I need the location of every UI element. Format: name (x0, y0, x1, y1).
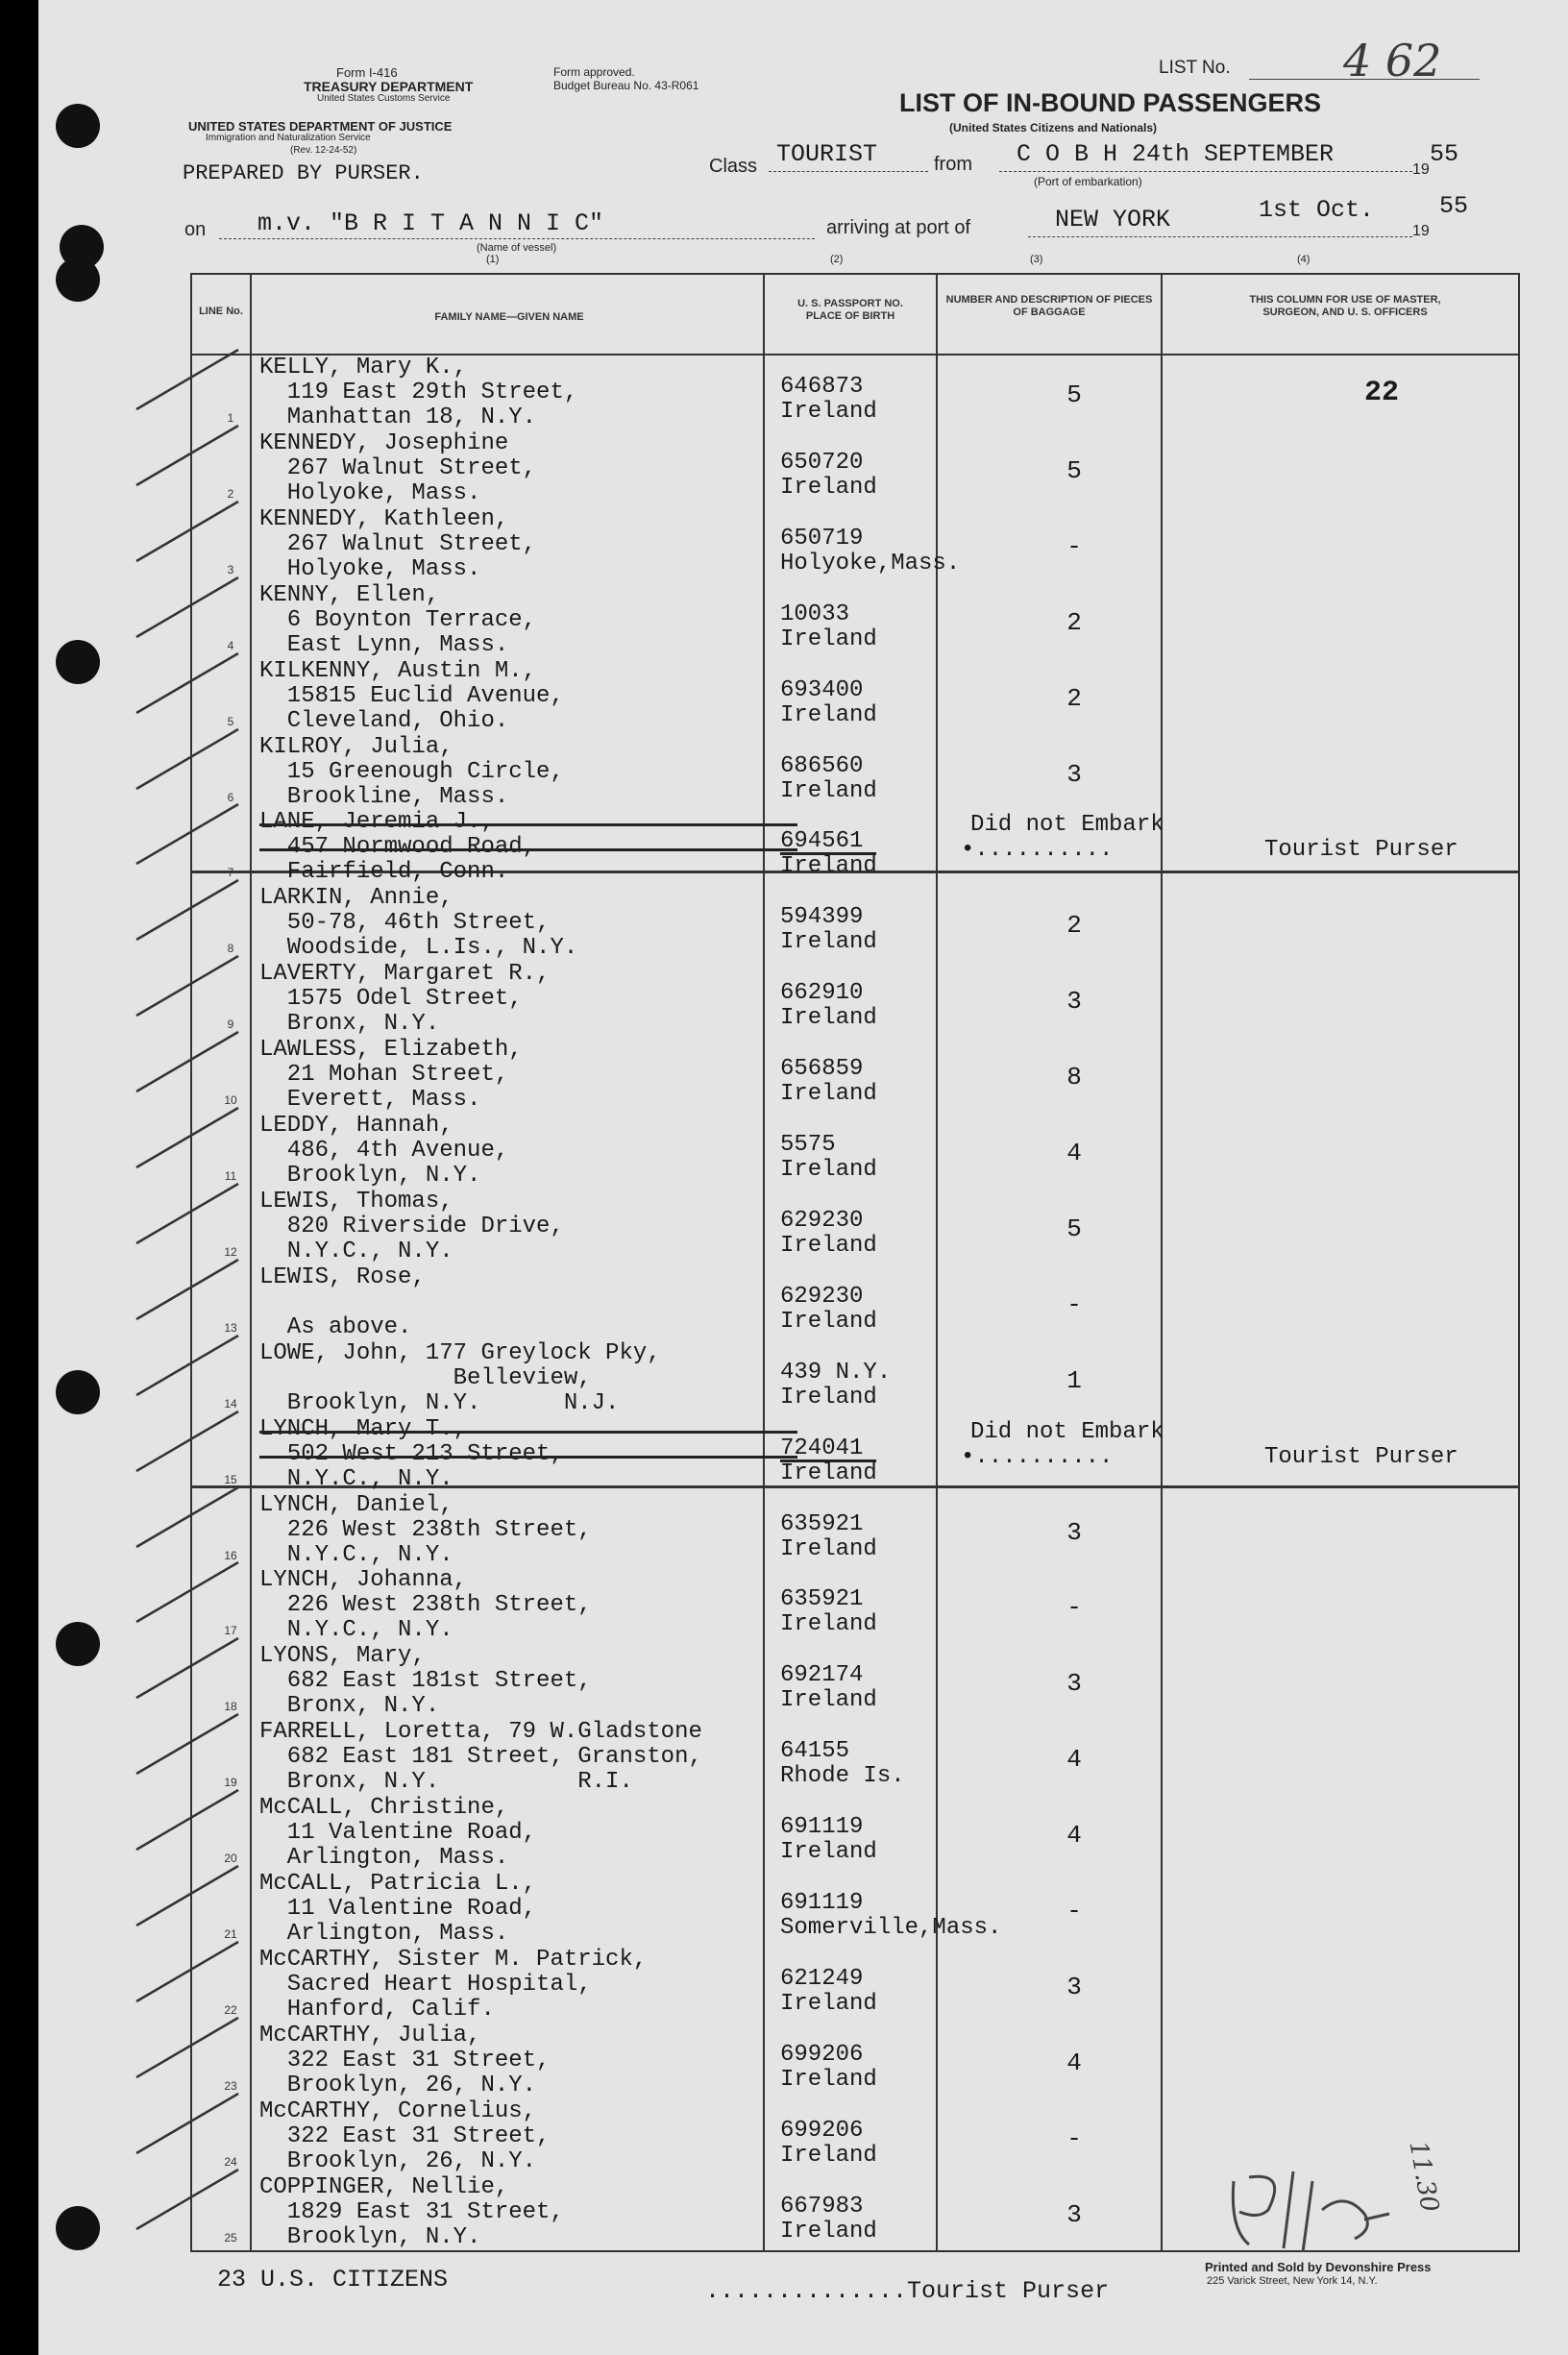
customs-service: United States Customs Service (317, 93, 451, 104)
line-number: 25 (224, 2230, 237, 2245)
passport-birthplace: 635921 Ireland (780, 1586, 877, 1638)
checkmark-icon (135, 650, 240, 717)
table-row (192, 431, 1518, 507)
passenger-name-address: LAVERTY, Margaret R., 1575 Odel Street, Bronx, N.Y. (259, 961, 551, 1038)
passenger-name-address: LYNCH, Daniel, 226 West 238th Street, N.Y.C., N.Y. (259, 1491, 592, 1568)
checkmark-icon (135, 1484, 240, 1551)
passport-birthplace: 650720 Ireland (780, 449, 877, 501)
footer-purser: ..............Tourist Purser (705, 2277, 1110, 2305)
vessel-name: m.v. "B R I T A N N I C" (257, 209, 604, 237)
printer-line-2: 225 Varick Street, New York 14, N.Y. (1207, 2275, 1378, 2287)
baggage-count: 2 (1066, 607, 1082, 637)
checkmark-icon (135, 1332, 240, 1399)
form-number: Form I-416 (336, 65, 398, 80)
table-row (192, 1341, 1518, 1417)
baggage-count: - (1066, 1593, 1082, 1623)
checkmark-icon (135, 876, 240, 944)
passport-birthplace: 662910 Ireland (780, 980, 877, 1032)
purser-note: Tourist Purser (1264, 1443, 1458, 1470)
checkmark-icon (135, 1028, 240, 1095)
passenger-name-address: COPPINGER, Nellie, 1829 East 31 Street, Brooklyn, N.Y. (259, 2173, 564, 2250)
line-number: 4 (227, 638, 234, 652)
checkmark-icon (135, 800, 240, 868)
from-label: from (934, 154, 972, 175)
checkmark-icon (135, 1180, 240, 1247)
baggage-count: - (1066, 531, 1082, 561)
table-row (192, 886, 1518, 962)
header-officers: THIS COLUMN FOR USE OF MASTER, SURGEON, AND U. S. OFFICERS (1249, 294, 1441, 318)
binder-hole (56, 1370, 100, 1414)
passenger-name-address: LYNCH, Mary T., 502 West 213 Street, N.Y.C., N.Y. (259, 1415, 564, 1492)
baggage-count: 3 (1066, 987, 1082, 1017)
arrival-year: 55 (1439, 192, 1469, 220)
class-label: Class (709, 156, 758, 177)
passenger-name-address: McCALL, Patricia L., 11 Valentine Road, Arlington, Mass. (259, 1871, 537, 1947)
document-title: LIST OF IN-BOUND PASSENGERS (899, 88, 1322, 117)
passport-birthplace: 621249 Ireland (780, 1965, 877, 2017)
table-row (192, 962, 1518, 1038)
col-2-label: (2) (830, 254, 844, 265)
department-of-justice: UNITED STATES DEPARTMENT OF JUSTICE (188, 119, 453, 134)
checkmark-icon (135, 574, 240, 641)
checkmark-icon (135, 1862, 240, 1929)
line-number: 14 (224, 1396, 237, 1411)
list-no-underline (1249, 79, 1480, 80)
passenger-name-address: LARKIN, Annie, 50-78, 46th Street, Woodside, L.Is., N.Y. (259, 885, 578, 962)
arrival-date: 1st Oct. (1259, 196, 1375, 224)
line-number: 13 (224, 1320, 237, 1335)
baggage-count: 3 (1066, 1972, 1082, 2001)
col-1-label: (1) (486, 254, 500, 265)
line-number: 9 (227, 1018, 234, 1032)
binder-hole (56, 2206, 100, 2250)
table-row (192, 1568, 1518, 1644)
printer-line-1: Printed and Sold by Devonshire Press (1205, 2260, 1432, 2274)
binder-hole (56, 258, 100, 302)
baggage-count: 3 (1066, 2199, 1082, 2229)
baggage-count: 3 (1066, 1517, 1082, 1547)
line-number: 21 (224, 1927, 237, 1941)
treasury-department: TREASURY DEPARTMENT (304, 79, 474, 94)
line-number: 23 (224, 2078, 237, 2093)
table-row (192, 1114, 1518, 1190)
form-approved: Form approved. (553, 65, 635, 79)
passport-birthplace: 646873 Ireland (780, 374, 877, 425)
line-number: 2 (227, 486, 234, 501)
embark-port-date: C O B H 24th SEPTEMBER (1017, 140, 1335, 168)
dot-leader: •.......... (961, 1443, 1114, 1470)
checkmark-icon (135, 952, 240, 1019)
table-row (192, 1948, 1518, 2024)
budget-bureau: Budget Bureau No. 43-R061 (553, 79, 699, 92)
line-number: 20 (224, 1852, 237, 1866)
checkmark-icon (135, 2014, 240, 2081)
baggage-count: 2 (1066, 683, 1082, 713)
table-row (192, 507, 1518, 583)
table-row (192, 735, 1518, 811)
checkmark-icon (135, 1710, 240, 1778)
passenger-name-address: McCALL, Christine, 11 Valentine Road, Arlington, Mass. (259, 1795, 537, 1872)
passenger-name-address: KILKENNY, Austin M., 15815 Euclid Avenue, Cleveland, Ohio. (259, 657, 564, 734)
strike-line (259, 848, 797, 851)
col-4-label: (4) (1297, 254, 1311, 265)
strike-line (259, 823, 797, 826)
arrival-underline (1028, 236, 1412, 237)
checkmark-icon (135, 1408, 240, 1475)
checkmark-icon (135, 1938, 240, 2005)
line-number: 19 (224, 1776, 237, 1790)
passenger-name-address: LOWE, John, 177 Greylock Pky, Belleview, Brooklyn, N.Y. N.J. (259, 1339, 661, 1416)
strike-line (259, 1456, 797, 1459)
line-number: 16 (224, 1548, 237, 1562)
purser-note: Tourist Purser (1264, 837, 1458, 864)
dot-leader: •.......... (961, 837, 1114, 864)
passenger-name-address: McCARTHY, Julia, 322 East 31 Street, Brooklyn, 26, N.Y. (259, 2022, 551, 2098)
baggage-count: 1 (1066, 1365, 1082, 1395)
checkmark-icon (135, 1786, 240, 1853)
line-number: 5 (227, 714, 234, 728)
passenger-name-address: KENNY, Ellen, 6 Boynton Terrace, East Lynn, Mass. (259, 581, 537, 658)
revision-date: (Rev. 12-24-52) (290, 145, 357, 156)
passenger-name-address: FARRELL, Loretta, 79 W.Gladstone 682 East 181 Street, Granston, Bronx, N.Y. R.I. (259, 1719, 702, 1796)
did-not-embark: Did not Embark (970, 812, 1164, 839)
baggage-count: - (1066, 2123, 1082, 2153)
baggage-count: 3 (1066, 759, 1082, 789)
line-number: 6 (227, 790, 234, 804)
passenger-name-address: LEDDY, Hannah, 486, 4th Avenue, Brooklyn, N.Y. (259, 1113, 509, 1189)
checkmark-icon (135, 346, 240, 413)
passenger-name-address: McCARTHY, Cornelius, 322 East 31 Street, Brooklyn, 26, N.Y. (259, 2097, 551, 2174)
passport-birthplace: 694561 Ireland (780, 828, 877, 880)
passport-birthplace: 724041 Ireland (780, 1435, 877, 1486)
baggage-count: 4 (1066, 1821, 1082, 1851)
passenger-name-address: LEWIS, Rose, As above. (259, 1263, 426, 1340)
header-passport: U. S. PASSPORT NO. PLACE OF BIRTH (797, 298, 903, 322)
class-value: TOURIST (776, 140, 878, 168)
binder-hole (56, 1622, 100, 1666)
vessel-underline (219, 238, 815, 239)
strike-line (780, 852, 876, 855)
port-embarkation-label: (Port of embarkation) (1034, 175, 1142, 188)
line-number: 22 (224, 2002, 237, 2017)
passport-birthplace: 699206 Ireland (780, 2117, 877, 2169)
passenger-name-address: LYONS, Mary, 682 East 181st Street, Bronx, N.Y. (259, 1643, 592, 1720)
line-number: 3 (227, 562, 234, 576)
baggage-count: 4 (1066, 2048, 1082, 2077)
passenger-name-address: KENNEDY, Josephine 267 Walnut Street, Holyoke, Mass. (259, 429, 537, 506)
from-underline (999, 171, 1412, 172)
passport-birthplace: 64155 Rhode Is. (780, 1738, 905, 1790)
baggage-count: 5 (1066, 380, 1082, 409)
line-number: 1 (227, 411, 234, 425)
table-row (192, 1720, 1518, 1796)
checkmark-icon (135, 1634, 240, 1702)
col-3-label: (3) (1030, 254, 1043, 265)
list-number: 4 62 (1343, 35, 1442, 86)
baggage-count: 5 (1066, 1214, 1082, 1243)
class-underline (769, 171, 928, 172)
table-row (192, 1796, 1518, 1872)
baggage-count: 4 (1066, 1139, 1082, 1167)
line-number: 8 (227, 942, 234, 956)
arrival-port: NEW YORK (1055, 206, 1171, 233)
baggage-count: 3 (1066, 1669, 1082, 1699)
strike-line (780, 1460, 876, 1462)
prepared-by: PREPARED BY PURSER. (183, 161, 424, 185)
arrival-year-prefix: 19 (1412, 223, 1430, 239)
checkmark-icon (135, 422, 240, 489)
table-row (192, 1872, 1518, 1948)
line-number: 18 (224, 1700, 237, 1714)
line-number: 10 (224, 1093, 237, 1108)
line-number: 24 (224, 2154, 237, 2169)
list-no-label: LIST No. (1159, 58, 1231, 78)
table-row (192, 2024, 1518, 2099)
line-number: 7 (227, 866, 234, 880)
passport-birthplace: 594399 Ireland (780, 904, 877, 956)
from-year: 55 (1430, 140, 1459, 168)
baggage-count: - (1066, 1897, 1082, 1926)
passport-birthplace: 656859 Ireland (780, 1056, 877, 1108)
baggage-count: 5 (1066, 455, 1082, 485)
passenger-name-address: LAWLESS, Elizabeth, 21 Mohan Street, Everett, Mass. (259, 1037, 523, 1114)
table-row (192, 1038, 1518, 1114)
passport-birthplace: 693400 Ireland (780, 676, 877, 728)
table-row (192, 1190, 1518, 1265)
line-number: 12 (224, 1244, 237, 1259)
inspector-signature-icon (1220, 2152, 1412, 2258)
passport-birthplace: 692174 Ireland (780, 1662, 877, 1714)
line-number: 11 (224, 1169, 237, 1183)
line-number: 15 (224, 1472, 237, 1486)
table-row (192, 356, 1518, 431)
table-row (192, 583, 1518, 659)
from-year-prefix: 19 (1412, 161, 1430, 178)
document-subtitle: (United States Citizens and Nationals) (949, 121, 1158, 135)
ins-label: Immigration and Naturalization Service (206, 133, 371, 143)
passport-birthplace: 5575 Ireland (780, 1132, 877, 1183)
table-row (192, 1644, 1518, 1720)
passenger-name-address: KILROY, Julia, 15 Greenough Circle, Brookline, Mass. (259, 733, 564, 810)
passenger-name-address: KENNEDY, Kathleen, 267 Walnut Street, Holyoke, Mass. (259, 505, 537, 582)
checkmark-icon (135, 2090, 240, 2157)
binder-hole (56, 640, 100, 684)
checkmark-icon (135, 498, 240, 565)
table-row (192, 659, 1518, 735)
header-line-no: LINE No. (199, 306, 243, 317)
baggage-count: 4 (1066, 1745, 1082, 1775)
passenger-name-address: LYNCH, Johanna, 226 West 238th Street, N.Y.C., N.Y. (259, 1567, 592, 1644)
passport-birthplace: 650719 Holyoke,Mass. (780, 525, 961, 576)
on-label: on (184, 219, 207, 240)
checkmark-icon (135, 1256, 240, 1323)
table-row (192, 1493, 1518, 1569)
arriving-label: arriving at port of (826, 217, 971, 238)
passenger-name-address: LEWIS, Thomas, 820 Riverside Drive, N.Y.C., N.Y. (259, 1188, 564, 1264)
table-row (192, 1265, 1518, 1341)
passport-birthplace: 10033 Ireland (780, 601, 877, 652)
checkmark-icon (135, 725, 240, 793)
baggage-count: - (1066, 1289, 1082, 1319)
stamp-date: 11.30 (1403, 2139, 1444, 2215)
table-row (192, 1417, 1518, 1493)
binder-hole (56, 104, 100, 148)
header-baggage: NUMBER AND DESCRIPTION OF PIECES OF BAGGAGE (945, 294, 1153, 318)
passenger-name-address: McCARTHY, Sister M. Patrick, Sacred Heart Hospital, Hanford, Calif. (259, 1946, 648, 2023)
passport-birthplace: 629230 Ireland (780, 1283, 877, 1335)
passenger-name-address: KELLY, Mary K., 119 East 29th Street, Manhattan 18, N.Y. (259, 355, 578, 430)
baggage-count: 8 (1066, 1063, 1082, 1092)
baggage-count: 2 (1066, 911, 1082, 941)
passport-birthplace: 629230 Ireland (780, 1207, 877, 1259)
table-row (192, 810, 1518, 886)
passport-birthplace: 686560 Ireland (780, 752, 877, 804)
line-number: 17 (224, 1624, 237, 1638)
header-name: FAMILY NAME—GIVEN NAME (434, 311, 584, 323)
checkmark-icon (135, 1104, 240, 1171)
vessel-name-label: (Name of vessel) (477, 242, 557, 254)
passport-birthplace: 635921 Ireland (780, 1510, 877, 1562)
passport-birthplace: 667983 Ireland (780, 2193, 877, 2245)
passport-birthplace: 439 N.Y. Ireland (780, 1359, 892, 1411)
strike-line (259, 1431, 797, 1434)
checkmark-icon (135, 2166, 240, 2233)
passenger-name-address: LANE, Jeremia J., 457 Normwood Road, Fairfield, Conn. (259, 809, 537, 886)
passport-birthplace: 691119 Somerville,Mass. (780, 1890, 1002, 1941)
officer-note: 22 (1364, 377, 1400, 409)
citizens-count: 23 U.S. CITIZENS (217, 2266, 449, 2294)
passport-birthplace: 699206 Ireland (780, 2041, 877, 2093)
checkmark-icon (135, 1558, 240, 1626)
did-not-embark: Did not Embark (970, 1418, 1164, 1445)
passport-birthplace: 691119 Ireland (780, 1814, 877, 1866)
